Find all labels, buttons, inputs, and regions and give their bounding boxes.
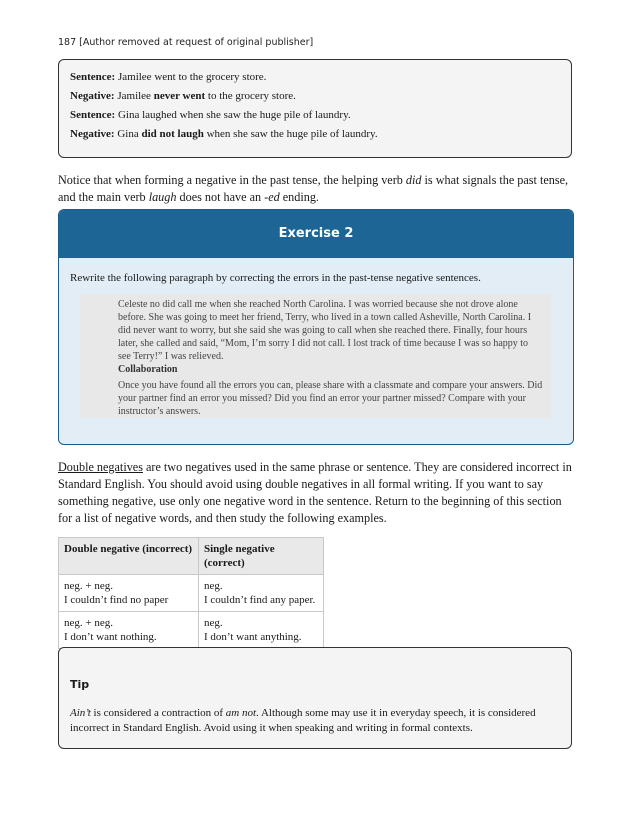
exercise-box bbox=[58, 209, 574, 445]
example-negative-2 bbox=[70, 128, 378, 140]
example-text: to the grocery store. bbox=[205, 90, 296, 102]
example-sentence-1 bbox=[70, 71, 266, 83]
example-label: Negative: bbox=[70, 128, 115, 140]
examples-box bbox=[58, 59, 572, 158]
table-header-row bbox=[59, 538, 324, 575]
table-cell: neg. + neg. I couldn’t find no paper bbox=[59, 575, 199, 612]
example-text: Jamilee bbox=[117, 90, 154, 102]
example-text: when she saw the huge pile of laundry. bbox=[203, 128, 378, 140]
example-text: Jamilee went to the grocery store. bbox=[117, 71, 267, 83]
double-negatives-paragraph: Double negatives are two negatives used in the same phrase or sentence. They are considered incorrect in Standard English. You should avoid using double negatives in all formal writing. If you want to say something negative, use only one negative word in the sentence. Return to the beginning of this section for a list of negative words, and then study the following examples. bbox=[58, 460, 572, 525]
table-cell: neg. I don’t want anything. bbox=[199, 612, 324, 649]
collaboration-text: Once you have found all the errors you can, please share with a classmate and compare your answers. Did your partner find an error you missed? Did you find an error your partner missed? Compare with your instructor’s answers. bbox=[118, 380, 543, 417]
tip-title: Tip bbox=[70, 678, 90, 691]
table-cell: neg. I couldn’t find any paper. bbox=[199, 575, 324, 612]
example-negative-1 bbox=[70, 90, 296, 102]
example-label: Sentence: bbox=[70, 109, 116, 121]
header-text: [Author removed at request of original publisher] bbox=[79, 37, 314, 48]
example-sentence-2 bbox=[70, 109, 351, 121]
example-text: Gina laughed when she saw the huge pile of laundry. bbox=[117, 109, 351, 121]
example-text: Gina bbox=[117, 128, 142, 140]
page-header bbox=[58, 37, 313, 48]
table-row bbox=[59, 575, 324, 612]
exercise-title: Exercise 2 bbox=[59, 210, 573, 258]
exercise-quote bbox=[80, 294, 551, 418]
example-label: Negative: bbox=[70, 90, 115, 102]
table-header: Double negative (incorrect) bbox=[59, 538, 199, 575]
example-bold: never went bbox=[153, 90, 206, 102]
example-label: Sentence: bbox=[70, 71, 116, 83]
tip-text: Ain’t is considered a contraction of am not. Although some may use it in everyday speech, it is considered incorrect in Standard English. Avoid using it when speaking and writing in formal contexts. bbox=[70, 707, 536, 734]
exercise-paragraph: Celeste no did call me when she reached North Carolina. I was worried because she not drove alone before. She was going to meet her friend, Terry, who lived in a town called Asheville, North Carolina. I did never want to worry, but she said she was going to call when she reached there. Finally, four hours later, she called and said, “Mom, I’m sorry I did not call. I lost track of time because I was so happy to see Terry!” I was relieved. bbox=[118, 299, 532, 362]
exercise-instruction: Rewrite the following paragraph by correcting the errors in the past-tense negative sentences. bbox=[70, 272, 481, 284]
table-row bbox=[59, 612, 324, 649]
negatives-table bbox=[58, 537, 324, 649]
collaboration-title: Collaboration bbox=[118, 364, 178, 375]
page-number: 187 bbox=[58, 37, 77, 48]
example-bold: did not laugh bbox=[141, 128, 204, 140]
double-negatives-link[interactable]: Double negatives bbox=[58, 460, 143, 474]
table-header: Single negative (correct) bbox=[199, 538, 324, 575]
table-cell: neg. + neg. I don’t want nothing. bbox=[59, 612, 199, 649]
notice-paragraph: Notice that when forming a negative in the past tense, the helping verb did is what signals the past tense, and the main verb laugh does not have an -ed ending. bbox=[58, 173, 569, 204]
tip-box bbox=[58, 647, 572, 749]
